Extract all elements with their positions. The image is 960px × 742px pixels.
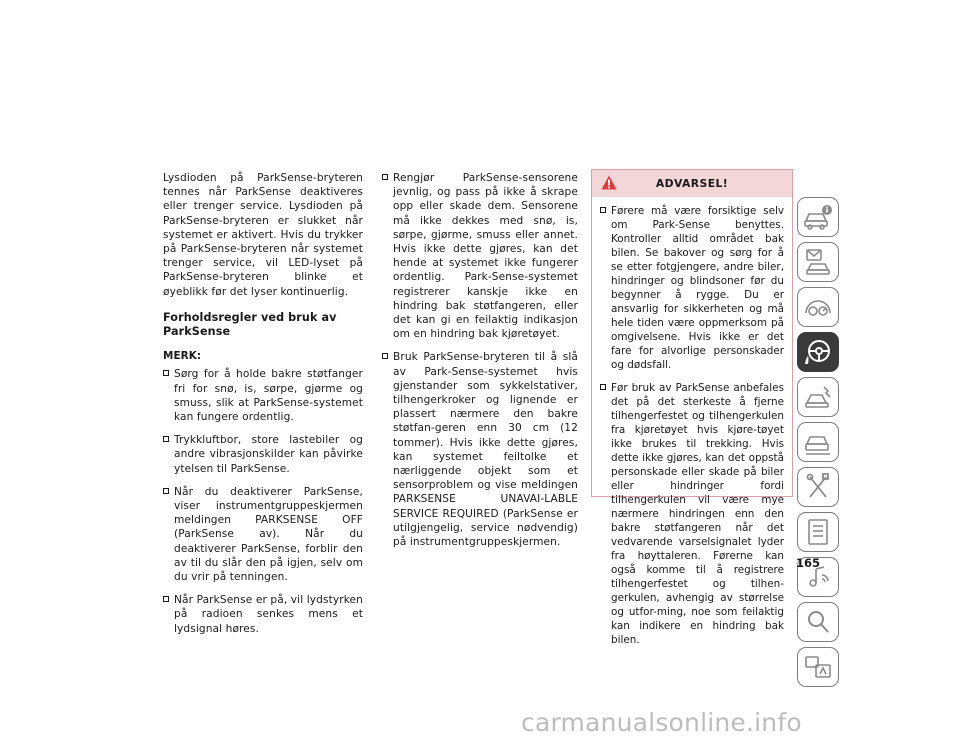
list-item: Når ParkSense er på, vil lydstyrken på radioen senkes mens et lydsignal høres. xyxy=(163,593,363,636)
tab-steering-wheel[interactable] xyxy=(797,332,839,372)
checkbox-bullet-icon xyxy=(382,353,388,359)
tab-car-service[interactable] xyxy=(797,422,839,462)
list-item: Før bruk av ParkSense anbefales det på det sterkeste å fjerne tilhengerfestet og tilhengerkulen fra kjøretøyet hvis kjøre-tøyet ikke brukes til trekking. Hvis dette ikke gjøres, kan det oppstå personskade eller skade på biler eller hindringer fordi tilhengerkulen vil være mye nærmere hindringen enn den bakre støtfangeren når det vedvarende varselsignalet lyder fra høyttaleren. Førerne kan også komme til å registrere tilhengerfestet og tilhen-gerkulen, avhengig av størrelse og utfor-ming, noe som feilaktig kan indikere en hindring bak bilen. xyxy=(600,381,784,647)
checkbox-bullet-icon xyxy=(163,596,169,602)
page-number: 165 xyxy=(796,556,821,570)
tab-dashboard[interactable] xyxy=(797,287,839,327)
checkbox-bullet-icon xyxy=(163,488,169,494)
warning-title: ADVARSEL! xyxy=(655,177,729,190)
section-heading: Forholdsregler ved bruk av ParkSense xyxy=(163,310,337,339)
checkbox-bullet-icon xyxy=(600,207,606,213)
list-item: Bruk ParkSense-bryteren til å slå av Park-Sense-systemet hvis gjenstander som sykkelstativer, tilhengerkroker og lignende er plassert nærmere den bakre støtfan-geren enn 30 cm (12 tommer). Hvis ikke dette gjøres, kan systemet feiltolke et nærliggende objekt som et sensorproblem og vise meldingen PARKSENSE UNAVAI-LABLE SERVICE REQUIRED (ParkSense er utilgjengelig, service nødvendig) på instrumentgruppeskjermen. xyxy=(382,350,578,549)
checkbox-bullet-icon xyxy=(163,370,169,376)
dashboard-icon xyxy=(802,291,834,323)
warning-triangle-icon xyxy=(601,175,617,190)
checkbox-bullet-icon xyxy=(163,436,169,442)
checkbox-bullet-icon xyxy=(600,384,606,390)
magnifier-icon xyxy=(802,606,834,638)
tab-car-crash[interactable] xyxy=(797,377,839,417)
watermark: carmanualsonline.info xyxy=(521,708,802,737)
tab-car-info[interactable] xyxy=(797,197,839,237)
intro-paragraph: Lysdioden på ParkSense-bryteren tennes når ParkSense deaktiveres eller trenger service. Lysdioden på ParkSense-bryteren er slukket når systemet er aktivert. Hvis du trykker på ParkSense-bryteren når systemet trenger service, vil LED-lyset på ParkSense-bryteren blinke et øyeblikk før det lyser kontinuerlig. xyxy=(163,172,363,298)
note-list-continued xyxy=(382,171,578,549)
warning-list xyxy=(600,204,784,647)
tab-checklist[interactable] xyxy=(797,512,839,552)
checkbox-bullet-icon xyxy=(382,174,388,180)
middle-column xyxy=(382,171,578,558)
note-list xyxy=(163,367,363,635)
warning-header xyxy=(592,170,792,197)
car-service-icon xyxy=(802,426,834,458)
list-item: Når du deaktiverer ParkSense, viser instrumentgruppeskjermen meldingen PARKSENSE OFF (ParkSense av). Når du deaktiverer ParkSense, forblir den av til du slår den på igjen, selv om du vrir på tenningen. xyxy=(163,485,363,584)
tab-tools[interactable] xyxy=(797,467,839,507)
list-item: Førere må være forsiktige selv om Park-Sense benyttes. Kontroller alltid området bak bilen. Se bakover og sørg for å se etter fotgjengere, andre biler, hindringer og blindsoner før du begynner å rygge. Du er ansvarlig for sikkerheten og må hele tiden være oppmerksom på omgivelsene. Hvis ikke er det fare for alvorlige personskader og dødsfall. xyxy=(600,204,784,372)
car-info-icon xyxy=(802,201,834,233)
warning-box xyxy=(591,169,793,646)
tab-language[interactable] xyxy=(797,647,839,687)
chapter-tabs xyxy=(797,197,842,692)
tab-magnifier[interactable] xyxy=(797,602,839,642)
steering-wheel-icon xyxy=(802,336,834,368)
tools-icon xyxy=(802,471,834,503)
left-column xyxy=(163,171,363,645)
list-item: Sørg for å holde bakre støtfanger fri for snø, is, sørpe, gjørme og smuss, slik at ParkSense-systemet kan fungere ordentlig. xyxy=(163,367,363,424)
car-envelope-icon xyxy=(802,246,834,278)
note-label: MERK: xyxy=(163,350,202,363)
list-item: Rengjør ParkSense-sensorene jevnlig, og pass på ikke å skrape opp eller skade dem. Sensorene må ikke dekkes med snø, is, sørpe, gjørme, smuss eller annet. Hvis ikke dette gjøres, kan det hende at systemet ikke fungerer ordentlig. Park-Sense-systemet registrerer kanskje ikke en hindring bak støtfangeren, eller det kan gi en feilaktig indikasjon om en hindring bak kjøretøyet. xyxy=(382,171,578,341)
language-icon xyxy=(802,651,834,683)
car-crash-icon xyxy=(802,381,834,413)
tab-car-envelope[interactable] xyxy=(797,242,839,282)
list-item: Trykkluftbor, store lastebiler og andre vibrasjonskilder kan påvirke ytelsen til ParkSense. xyxy=(163,433,363,476)
checklist-icon xyxy=(802,516,834,548)
warning-body xyxy=(592,197,792,647)
